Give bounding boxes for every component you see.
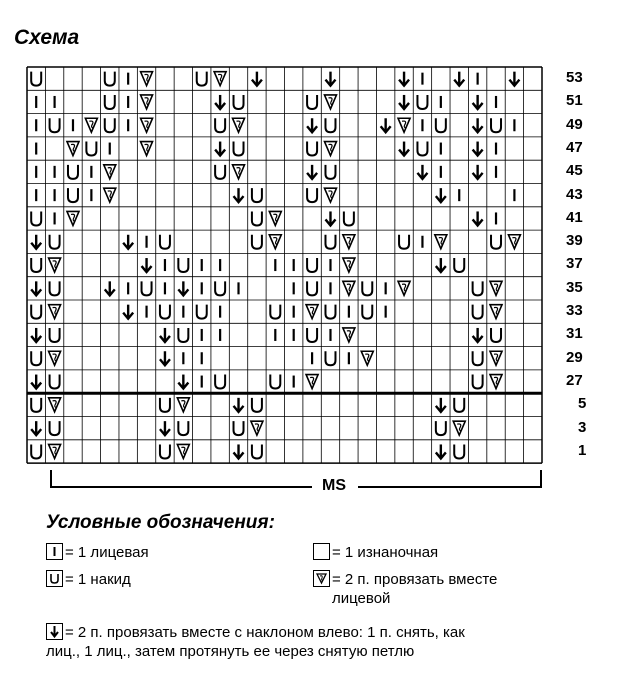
- legend-knit-text: = 1 лицевая: [65, 544, 149, 561]
- row-number: 5: [578, 395, 587, 413]
- row-number: 35: [566, 278, 583, 296]
- row-number: 33: [566, 302, 583, 319]
- yarn-over-stitch: [31, 351, 41, 365]
- legend-purl-text: = 1 изнаночная: [332, 544, 439, 561]
- yarn-over-stitch: [86, 142, 96, 156]
- yarn-over-stitch: [325, 351, 335, 365]
- legend-k2tog-text2: лицевой: [332, 590, 391, 607]
- yarn-over-stitch: [325, 235, 335, 249]
- row-number: 27: [566, 371, 583, 389]
- legend-ssk: [46, 623, 465, 661]
- yarn-over-stitch: [473, 375, 483, 389]
- yarn-over-stitch: [31, 398, 41, 412]
- repeat-bracket-left: [50, 470, 52, 487]
- row-number: 53: [566, 69, 583, 86]
- yarn-over-stitch: [31, 444, 41, 458]
- yarn-over-stitch: [31, 305, 41, 319]
- yarn-over-stitch: [454, 444, 464, 458]
- yarn-over-stitch: [399, 235, 409, 249]
- yarn-over-icon: [46, 570, 63, 587]
- yarn-over-stitch: [417, 95, 427, 109]
- yarn-over-stitch: [50, 235, 60, 249]
- yarn-over-stitch: [491, 235, 501, 249]
- row-number: 45: [566, 162, 583, 180]
- yarn-over-stitch: [473, 281, 483, 295]
- legend-yo: [46, 570, 131, 589]
- yarn-over-stitch: [234, 421, 244, 435]
- ssk-icon: [46, 623, 63, 640]
- yarn-over-stitch: [473, 305, 483, 319]
- yarn-over-stitch: [325, 118, 335, 132]
- yarn-over-stitch: [325, 305, 335, 319]
- yarn-over-stitch: [105, 72, 115, 86]
- yarn-over-stitch: [160, 398, 170, 412]
- row-number: 39: [566, 232, 583, 250]
- yarn-over-stitch: [436, 421, 446, 435]
- legend-k2tog: [313, 570, 497, 608]
- row-number: 29: [566, 348, 583, 366]
- yarn-over-stitch: [31, 72, 41, 86]
- yarn-over-stitch: [31, 258, 41, 272]
- yarn-over-stitch: [160, 235, 170, 249]
- legend-ssk-text2: лиц., 1 лиц., затем протянуть ее через снятую петлю: [46, 643, 415, 660]
- yarn-over-stitch: [307, 258, 317, 272]
- legend-k2tog-text: = 2 п. провязать вместе: [332, 571, 498, 588]
- legend-ssk-text: = 2 п. провязать вместе с наклоном влево: 1 п. снять, как: [65, 624, 465, 641]
- yarn-over-stitch: [307, 188, 317, 202]
- purl-icon: [313, 543, 330, 560]
- yarn-over-stitch: [234, 142, 244, 156]
- repeat-bracket-right: [540, 470, 542, 487]
- yarn-over-stitch: [307, 142, 317, 156]
- row-number: 37: [566, 255, 583, 273]
- yarn-over-stitch: [252, 444, 262, 458]
- row-number: 43: [566, 185, 583, 203]
- yarn-over-stitch: [50, 375, 60, 389]
- row-number: 31: [566, 325, 583, 343]
- yarn-over-stitch: [50, 421, 60, 435]
- yarn-over-stitch: [473, 351, 483, 365]
- k2tog-icon: [313, 570, 330, 587]
- yarn-over-stitch: [50, 281, 60, 295]
- row-number: 41: [566, 208, 583, 226]
- chart-title: Схема: [14, 26, 80, 49]
- yarn-over-stitch: [215, 165, 225, 179]
- yarn-over-stitch: [215, 281, 225, 295]
- yarn-over-stitch: [436, 118, 446, 132]
- yarn-over-stitch: [454, 398, 464, 412]
- legend-purl: [313, 543, 438, 562]
- yarn-over-stitch: [362, 281, 372, 295]
- yarn-over-stitch: [307, 95, 317, 109]
- yarn-over-stitch: [178, 328, 188, 342]
- yarn-over-stitch: [197, 72, 207, 86]
- yarn-over-stitch: [417, 142, 427, 156]
- yarn-over-stitch: [160, 305, 170, 319]
- legend-yo-text: = 1 накид: [65, 571, 131, 588]
- yarn-over-stitch: [160, 444, 170, 458]
- yarn-over-stitch: [178, 258, 188, 272]
- legend-knit: [46, 543, 149, 562]
- repeat-line-right: [358, 486, 542, 488]
- yarn-over-stitch: [234, 95, 244, 109]
- yarn-over-stitch: [178, 421, 188, 435]
- yarn-over-stitch: [142, 281, 152, 295]
- yarn-over-stitch: [50, 118, 60, 132]
- yarn-over-stitch: [325, 165, 335, 179]
- repeat-label: MS: [322, 477, 346, 494]
- yarn-over-stitch: [491, 328, 501, 342]
- yarn-over-stitch: [252, 188, 262, 202]
- repeat-line-left: [50, 486, 312, 488]
- row-number: 3: [578, 418, 587, 436]
- yarn-over-stitch: [68, 165, 78, 179]
- yarn-over-stitch: [105, 118, 115, 132]
- yarn-over-stitch: [454, 258, 464, 272]
- row-number: 47: [566, 138, 583, 156]
- yarn-over-stitch: [252, 235, 262, 249]
- yarn-over-stitch: [105, 95, 115, 109]
- row-number: 49: [566, 115, 583, 133]
- yarn-over-stitch: [252, 211, 262, 225]
- yarn-over-stitch: [215, 118, 225, 132]
- knit-icon: [46, 543, 63, 560]
- yarn-over-stitch: [31, 211, 41, 225]
- yarn-over-stitch: [197, 305, 207, 319]
- row-number: 1: [578, 441, 587, 459]
- yarn-over-stitch: [307, 328, 317, 342]
- yarn-over-stitch: [252, 398, 262, 412]
- yarn-over-stitch: [491, 118, 501, 132]
- yarn-over-stitch: [362, 305, 372, 319]
- yarn-over-stitch: [68, 188, 78, 202]
- yarn-over-stitch: [215, 375, 225, 389]
- yarn-over-stitch: [344, 211, 354, 225]
- legend-title: Условные обозначения:: [46, 512, 275, 533]
- yarn-over-stitch: [270, 305, 280, 319]
- yarn-over-stitch: [270, 375, 280, 389]
- yarn-over-stitch: [307, 281, 317, 295]
- yarn-over-stitch: [50, 328, 60, 342]
- row-number: 51: [566, 92, 583, 110]
